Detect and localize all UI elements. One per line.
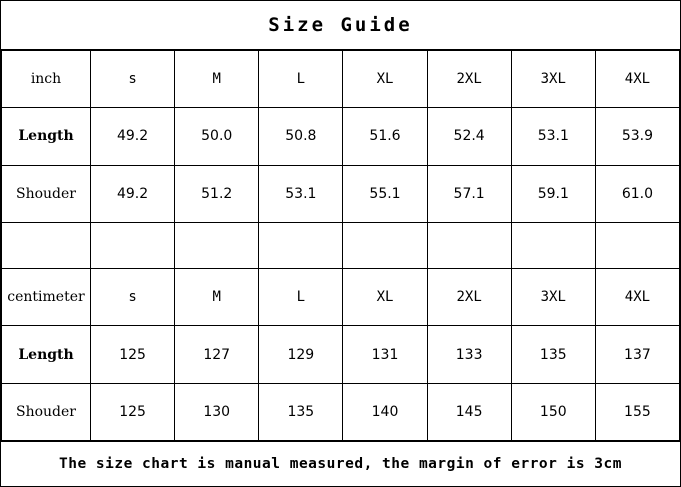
spacer-cell xyxy=(91,222,175,268)
cell-value: 55.1 xyxy=(343,165,427,222)
unit-label-centimeter: centimeter xyxy=(2,269,91,326)
cell-value: 131 xyxy=(343,326,427,383)
column-header-size: M xyxy=(175,269,259,326)
column-header-size: 4XL xyxy=(595,51,679,108)
row-label-length-cm: Length xyxy=(2,326,91,383)
cell-value: 51.6 xyxy=(343,108,427,165)
column-header-size: 2XL xyxy=(427,269,511,326)
cell-value: 61.0 xyxy=(595,165,679,222)
table-row xyxy=(2,326,680,383)
spacer-cell xyxy=(175,222,259,268)
column-header-size: M xyxy=(175,51,259,108)
cell-value: 140 xyxy=(343,383,427,440)
cell-value: 155 xyxy=(595,383,679,440)
table-row xyxy=(2,165,680,222)
page-title: Size Guide xyxy=(268,14,413,36)
table-header-row-inch xyxy=(2,51,680,108)
cell-value: 57.1 xyxy=(427,165,511,222)
cell-value: 49.2 xyxy=(91,108,175,165)
column-header-size: s xyxy=(91,51,175,108)
measurement-disclaimer: The size chart is manual measured, the margin of error is 3cm xyxy=(58,456,622,472)
title-bar xyxy=(1,1,680,50)
table-header-row-centimeter xyxy=(2,269,680,326)
cell-value: 53.1 xyxy=(511,108,595,165)
column-header-size: L xyxy=(259,269,343,326)
cell-value: 125 xyxy=(91,326,175,383)
spacer-cell xyxy=(427,222,511,268)
column-header-size: s xyxy=(91,269,175,326)
cell-value: 53.1 xyxy=(259,165,343,222)
cell-value: 127 xyxy=(175,326,259,383)
column-header-size: XL xyxy=(343,51,427,108)
cell-value: 53.9 xyxy=(595,108,679,165)
table-row xyxy=(2,108,680,165)
cell-value: 135 xyxy=(259,383,343,440)
cell-value: 59.1 xyxy=(511,165,595,222)
size-chart-table xyxy=(1,50,680,441)
cell-value: 137 xyxy=(595,326,679,383)
cell-value: 133 xyxy=(427,326,511,383)
spacer-cell xyxy=(343,222,427,268)
cell-value: 125 xyxy=(91,383,175,440)
cell-value: 49.2 xyxy=(91,165,175,222)
table-row xyxy=(2,383,680,440)
cell-value: 145 xyxy=(427,383,511,440)
cell-value: 50.0 xyxy=(175,108,259,165)
column-header-size: XL xyxy=(343,269,427,326)
column-header-size: 4XL xyxy=(595,269,679,326)
spacer-cell xyxy=(595,222,679,268)
cell-value: 150 xyxy=(511,383,595,440)
cell-value: 130 xyxy=(175,383,259,440)
spacer-cell xyxy=(259,222,343,268)
spacer-cell xyxy=(511,222,595,268)
column-header-size: 3XL xyxy=(511,269,595,326)
cell-value: 50.8 xyxy=(259,108,343,165)
cell-value: 135 xyxy=(511,326,595,383)
column-header-size: 2XL xyxy=(427,51,511,108)
row-label-shouder-cm: Shouder xyxy=(2,383,91,440)
cell-value: 52.4 xyxy=(427,108,511,165)
cell-value: 129 xyxy=(259,326,343,383)
cell-value: 51.2 xyxy=(175,165,259,222)
footer-note-bar xyxy=(1,441,680,486)
spacer-cell xyxy=(2,222,91,268)
table-spacer-row xyxy=(2,222,680,268)
unit-label-inch: inch xyxy=(2,51,91,108)
column-header-size: 3XL xyxy=(511,51,595,108)
column-header-size: L xyxy=(259,51,343,108)
row-label-length-inch: Length xyxy=(2,108,91,165)
row-label-shouder-inch: Shouder xyxy=(2,165,91,222)
